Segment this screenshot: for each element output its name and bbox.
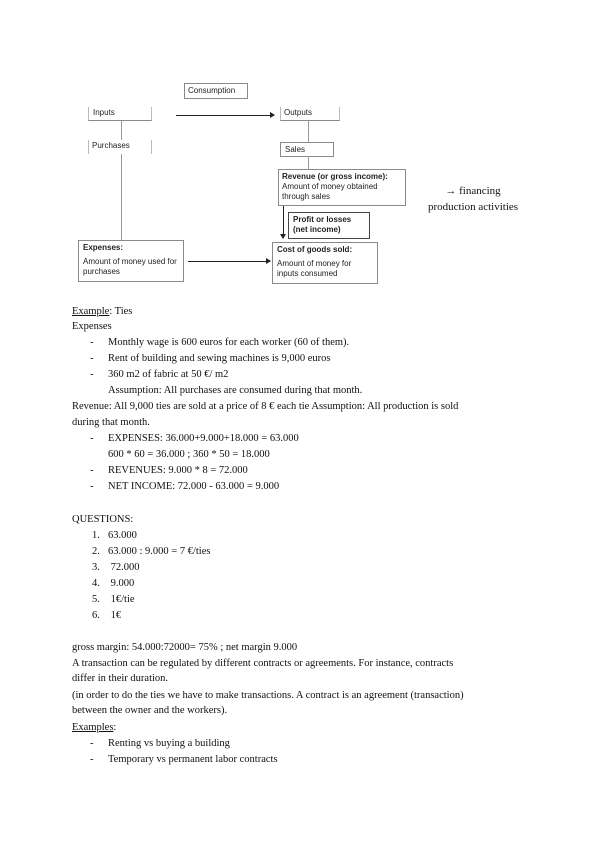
example-bullet: - (90, 738, 94, 749)
inputs-box (88, 107, 152, 121)
expenses-to-cogs-arrow (188, 261, 270, 262)
question-number: 2. (92, 546, 100, 557)
revenue-statement-cont: during that month. (72, 417, 150, 428)
purchases-box (88, 140, 152, 154)
consumption-box (184, 83, 248, 99)
question-number: 5. (92, 594, 100, 605)
parenthetical-text-cont: between the owner and the workers). (72, 705, 228, 716)
expenses-description: Amount of money used for purchases (83, 257, 177, 276)
calc-bullet: - (90, 481, 94, 492)
profit-title: Profit or losses (net income) (293, 215, 352, 234)
question-number: 6. (92, 610, 100, 621)
expenses-heading: Expenses (72, 321, 112, 332)
cogs-title: Cost of goods sold: (277, 245, 353, 254)
calc-expenses: EXPENSES: 36.000+9.000+18.000 = 63.000 (108, 433, 299, 444)
revenue-statement: Revenue: All 9,000 ties are sold at a price of 8 € each tie Assumption: All production is sold (72, 401, 459, 412)
question-answer: 1€/tie (108, 594, 135, 605)
question-answer: 63.000 (108, 530, 137, 541)
expense-item: Rent of building and sewing machines is 9,000 euros (108, 353, 331, 364)
example-heading (72, 304, 132, 320)
expense-item: Monthly wage is 600 euros for each worker (60 of them). (108, 337, 350, 348)
margin-line: gross margin: 54.000:72000= 75% ; net margin 9.000 (72, 642, 298, 653)
consumption-label: Consumption (188, 86, 236, 95)
expense-item: 360 m2 of fabric at 50 €/ m2 (108, 369, 229, 380)
example-item: Temporary vs permanent labor contracts (108, 754, 278, 765)
calc-net-income: NET INCOME: 72.000 - 63.000 = 9.000 (108, 481, 280, 492)
calc-bullet: - (90, 465, 94, 476)
examples-heading (72, 720, 116, 736)
sales-box (280, 142, 334, 157)
example-rest: : Ties (109, 306, 133, 317)
purchases-label: Purchases (92, 141, 130, 150)
financing-note (421, 183, 525, 215)
cogs-description: Amount of money for inputs consumed (277, 259, 352, 278)
question-answer: 72.000 (108, 562, 140, 573)
revenue-description: Amount of money obtained through sales (282, 182, 378, 201)
example-item: Renting vs buying a building (108, 738, 230, 749)
transaction-text: A transaction can be regulated by different contracts or agreements. For instance, contracts (72, 658, 454, 669)
revenue-box (278, 169, 406, 206)
inputs-to-outputs-arrow (176, 115, 274, 116)
expenses-box (78, 240, 184, 282)
expense-bullet: - (90, 369, 94, 380)
outputs-connector (308, 121, 309, 143)
calc-bullet: - (90, 433, 94, 444)
question-number: 3. (92, 562, 100, 573)
revenue-to-profit-arrow (283, 206, 284, 238)
question-number: 1. (92, 530, 100, 541)
outputs-label: Outputs (284, 108, 313, 117)
assumption-purchases: Assumption: All purchases are consumed during that month. (108, 385, 363, 396)
examples-colon: : (113, 722, 117, 733)
expense-bullet: - (90, 337, 94, 348)
question-answer: 63.000 : 9.000 = 7 €/ties (108, 546, 211, 557)
revenue-title: Revenue (or gross income): (282, 172, 388, 181)
outputs-box (280, 107, 340, 121)
questions-heading: QUESTIONS: (72, 514, 134, 525)
parenthetical-text: (in order to do the ties we have to make transactions. A contract is an agreement (transaction) (72, 690, 464, 701)
calc-detail: 600 * 60 = 36.000 ; 360 * 50 = 18.000 (108, 449, 270, 460)
profit-box (288, 212, 370, 239)
cogs-box (272, 242, 378, 284)
question-answer: 9.000 (108, 578, 135, 589)
expense-bullet: - (90, 353, 94, 364)
sales-connector (308, 157, 309, 169)
calc-revenues: REVENUES: 9.000 * 8 = 72.000 (108, 465, 248, 476)
question-answer: 1€ (108, 610, 122, 621)
financing-label: → financing production activities (427, 185, 519, 213)
inputs-label: Inputs (93, 108, 115, 117)
sales-label: Sales (285, 145, 306, 154)
example-bullet: - (90, 754, 94, 765)
transaction-text-cont: differ in their duration. (72, 673, 169, 684)
example-label: Example (72, 306, 110, 317)
question-number: 4. (92, 578, 100, 589)
expenses-title: Expenses: (83, 243, 124, 252)
examples-label: Examples (72, 722, 114, 733)
